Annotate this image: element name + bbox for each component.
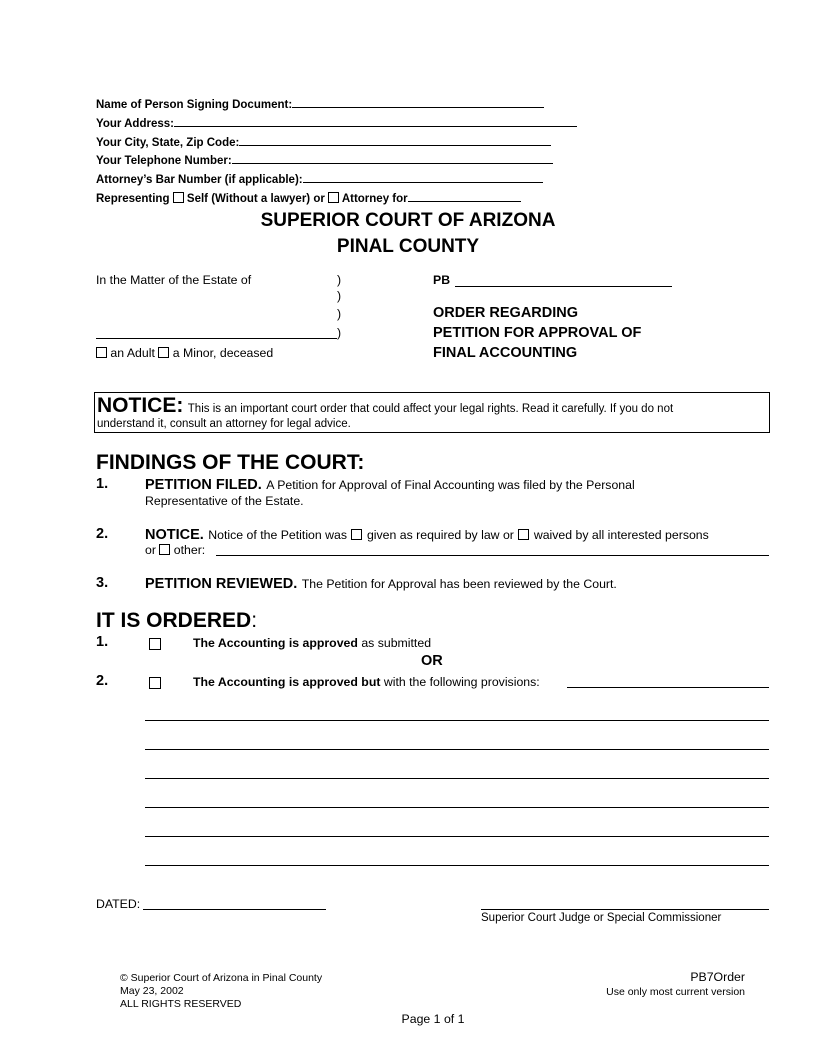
provisions-field[interactable] [567, 687, 769, 688]
order-title-line3: FINAL ACCOUNTING [433, 345, 578, 361]
approved-but-checkbox[interactable] [149, 675, 161, 693]
finding-2-title: NOTICE. [145, 527, 204, 543]
provisions-line[interactable] [145, 749, 769, 750]
provisions-line[interactable] [145, 836, 769, 837]
or-label: or [145, 543, 156, 557]
judge-label: Superior Court Judge or Special Commissioner [481, 912, 722, 924]
bar-label: Attorney’s Bar Number (if applicable): [96, 174, 303, 187]
finding-1-text: A Petition for Approval of Final Accounting was filed by the Personal [266, 478, 635, 492]
address-row [96, 114, 577, 133]
finding-number: 3. [96, 575, 109, 591]
self-label: Self (Without a lawyer) or [186, 192, 325, 205]
caption-paren: ) [337, 289, 342, 303]
notice-waived-label: waived by all interested persons [533, 528, 709, 542]
finding-2-text: Notice of the Petition was [208, 528, 348, 542]
notice-given-checkbox[interactable] [351, 529, 362, 540]
city-label: Your City, State, Zip Code: [96, 136, 240, 149]
caption-paren: ) [337, 307, 342, 321]
version-note: Use only most current version [606, 986, 745, 998]
caption-paren: ) [337, 326, 342, 340]
address-field[interactable] [174, 114, 577, 127]
county-name: PINAL COUNTY [336, 236, 480, 257]
footer-rights: ALL RIGHTS RESERVED [120, 998, 242, 1010]
dated-label: DATED: [96, 897, 141, 911]
phone-row [96, 151, 577, 170]
matter-label: In the Matter of the Estate of [96, 273, 252, 287]
address-label: Your Address: [96, 117, 174, 130]
order-title-line2: PETITION FOR APPROVAL OF [433, 325, 642, 341]
phone-label: Your Telephone Number: [96, 155, 232, 168]
notice-heading: NOTICE: [97, 394, 184, 417]
adult-checkbox[interactable] [96, 347, 107, 358]
order-2-text: with the following provisions: [383, 675, 540, 689]
phone-field[interactable] [232, 151, 553, 164]
finding-3-text: The Petition for Approval has been reviewed by the Court. [301, 577, 617, 591]
minor-label: a Minor, deceased [172, 346, 274, 360]
attorney-label: Attorney for [341, 192, 408, 205]
page-number: Page 1 of 1 [401, 1012, 465, 1026]
ordered-heading: IT IS ORDERED [96, 609, 252, 632]
finding-number: 2. [96, 526, 109, 542]
city-row [96, 133, 577, 152]
representing-label: Representing [96, 192, 170, 205]
adult-label: an Adult [110, 346, 155, 360]
court-name: SUPERIOR COURT OF ARIZONA [260, 210, 556, 231]
order-number: 1. [96, 634, 109, 650]
ordered-heading-row [96, 609, 257, 633]
name-row [96, 95, 577, 114]
notice-text1: This is an important court order that could affect your legal rights. Read it carefully. If you do not [187, 403, 674, 415]
finding-3 [145, 575, 617, 593]
order-2-bold: The Accounting is approved but [193, 675, 381, 689]
provisions-line[interactable] [145, 865, 769, 866]
name-field[interactable] [292, 95, 544, 108]
bar-row [96, 170, 577, 189]
bar-field[interactable] [303, 170, 543, 183]
header-block [96, 95, 577, 208]
provisions-line[interactable] [145, 778, 769, 779]
order-1-text: as submitted [361, 636, 432, 650]
dated-field[interactable] [143, 909, 326, 910]
finding-2-other-row [145, 543, 205, 557]
finding-1 [145, 476, 635, 494]
attorney-field[interactable] [408, 189, 521, 202]
order-number: 2. [96, 673, 109, 689]
city-field[interactable] [239, 133, 551, 146]
notice-line1 [97, 394, 673, 418]
ordered-colon: : [251, 609, 258, 632]
case-number-field[interactable] [455, 286, 672, 287]
other-label: other: [173, 543, 206, 557]
notice-text2: understand it, consult an attorney for legal advice. [97, 418, 351, 430]
minor-checkbox[interactable] [158, 347, 169, 358]
provisions-line[interactable] [145, 807, 769, 808]
judge-signature-line[interactable] [481, 909, 769, 910]
finding-3-title: PETITION REVIEWED. [145, 576, 298, 592]
form-id: PB7Order [690, 970, 745, 984]
footer-date: May 23, 2002 [120, 985, 184, 997]
self-checkbox[interactable] [173, 192, 184, 203]
finding-number: 1. [96, 476, 109, 492]
order-2 [193, 675, 540, 689]
case-prefix: PB [433, 273, 451, 287]
notice-waived-checkbox[interactable] [518, 529, 529, 540]
notice-given-label: given as required by law or [366, 528, 514, 542]
adult-minor-row [96, 346, 273, 360]
or-divider: OR [421, 653, 443, 669]
name-label: Name of Person Signing Document: [96, 99, 293, 111]
findings-heading: FINDINGS OF THE COURT: [96, 451, 365, 474]
order-1 [193, 636, 431, 650]
caption-paren: ) [337, 273, 342, 287]
approved-checkbox[interactable] [149, 636, 161, 654]
order-1-bold: The Accounting is approved [193, 636, 358, 650]
notice-other-field[interactable] [216, 555, 769, 556]
attorney-checkbox[interactable] [328, 192, 339, 203]
estate-name-field[interactable] [96, 338, 337, 339]
representing-row [96, 189, 577, 208]
notice-other-checkbox[interactable] [159, 544, 170, 555]
footer-copyright: © Superior Court of Arizona in Pinal County [120, 972, 323, 984]
provisions-line[interactable] [145, 720, 769, 721]
finding-1-text2: Representative of the Estate. [145, 494, 304, 508]
order-title-line1: ORDER REGARDING [433, 305, 579, 321]
finding-2 [145, 526, 709, 544]
finding-1-title: PETITION FILED. [145, 477, 262, 493]
